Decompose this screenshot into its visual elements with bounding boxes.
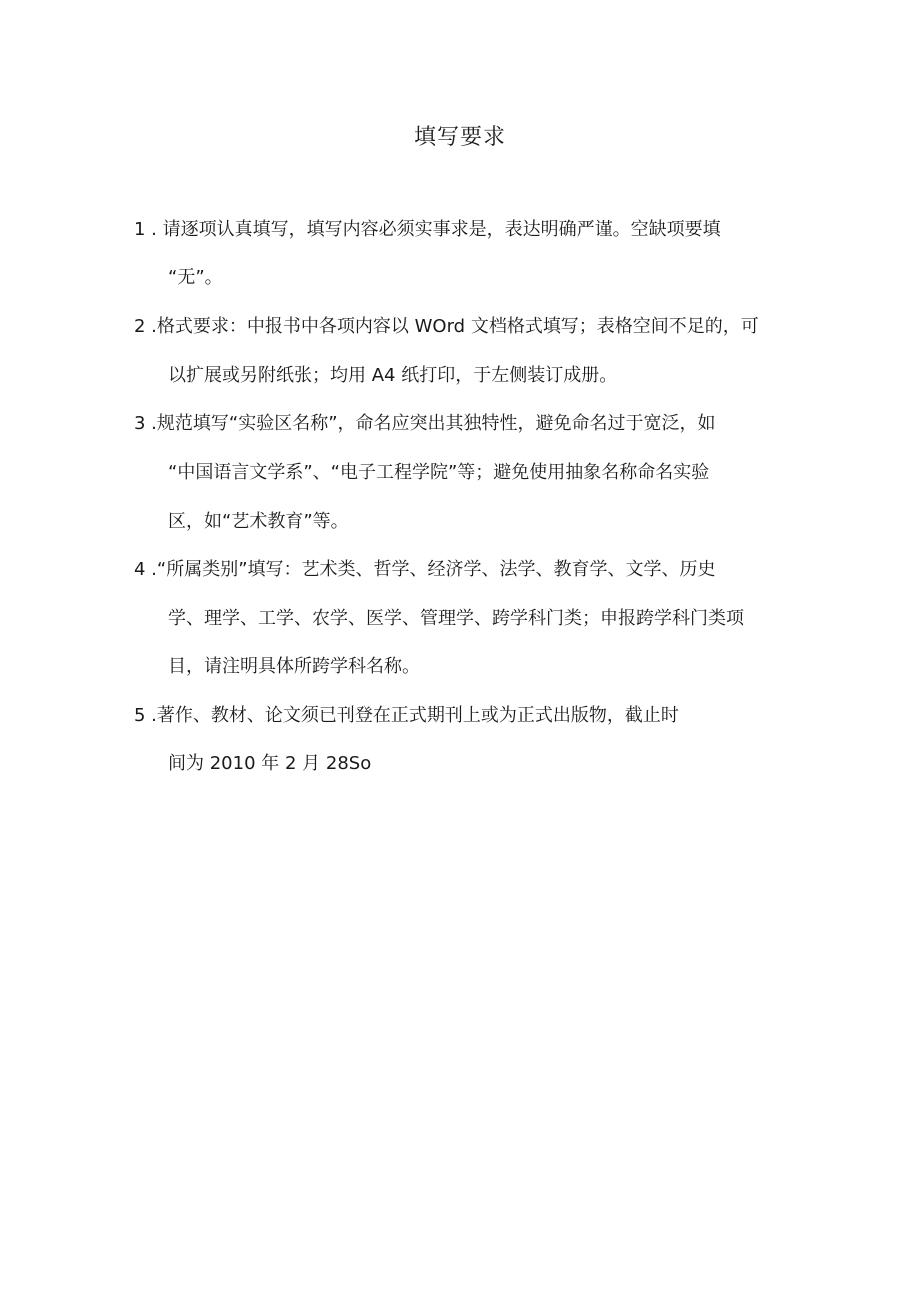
requirement-3-line-1: 3 .规范填写“实验区名称”，命名应突出其独特性，避免命名过于宽泛，如 bbox=[134, 413, 716, 434]
requirement-2-line-2: 以扩展或另附纸张；均用 A4 纸打印，于左侧装订成册。 bbox=[168, 365, 618, 386]
page-title: 填写要求 bbox=[413, 125, 506, 150]
requirement-3-line-2: “中国语言文学系”、“电子工程学院”等；避免使用抽象名称命名实验 bbox=[168, 462, 710, 483]
requirement-4-line-1: 4 .“所属类别”填写：艺术类、哲学、经济学、法学、教育学、文学、历史 bbox=[134, 559, 716, 580]
requirement-1-line-1: 1 . 请逐项认真填写，填写内容必须实事求是，表达明确严谨。空缺项要填 bbox=[134, 219, 721, 240]
requirement-4-line-3: 目，请注明具体所跨学科名称。 bbox=[168, 656, 420, 677]
requirement-4-line-2: 学、理学、工学、农学、医学、管理学、跨学科门类；申报跨学科门类项 bbox=[168, 608, 744, 629]
requirement-5-line-2: 间为 2010 年 2 月 28So bbox=[168, 753, 372, 774]
requirement-5-line-1: 5 .著作、教材、论文须已刊登在正式期刊上或为正式出版物，截止时 bbox=[134, 705, 679, 726]
requirement-1-line-2: “无”。 bbox=[168, 267, 223, 288]
requirement-3-line-3: 区，如“艺术教育”等。 bbox=[168, 511, 349, 532]
requirement-2-line-1: 2 .格式要求：中报书中各项内容以 WOrd 文档格式填写；表格空间不足的，可 bbox=[134, 316, 759, 337]
